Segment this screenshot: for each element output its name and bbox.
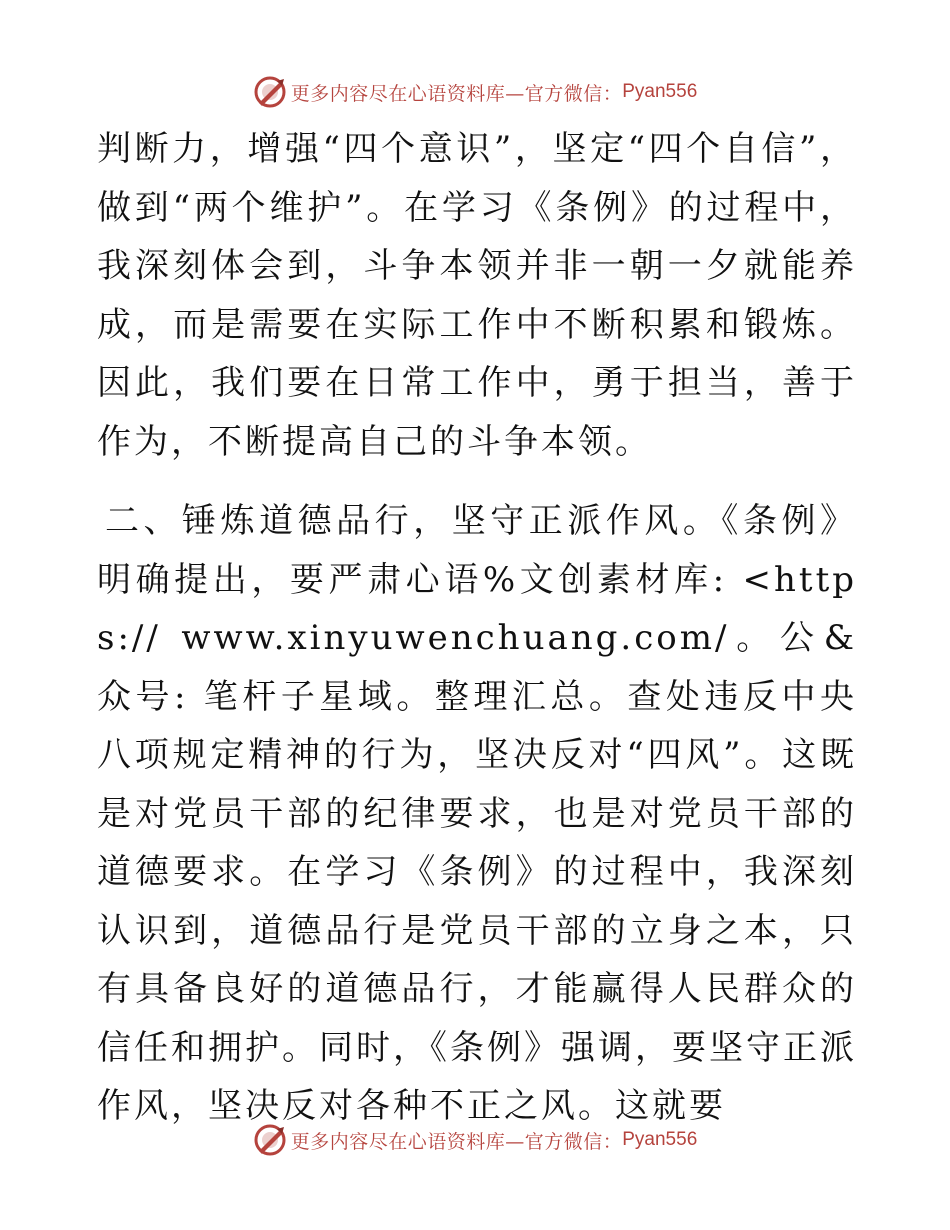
banner-text: 更多内容尽在心语资料库—官方微信： (290, 1130, 623, 1153)
paragraph-1: 判断力，增强“四个意识”，坚定“四个自信”，做到“两个维护”。在学习《条例》的过程中，我深刻体会到，斗争本领并非一朝一夕就能养成，而是需要在实际工作中不断积累和锻炼。因此，我们要在日常工作中，勇于担当，善于作为，不断提高自己的斗争本领。 (97, 129, 857, 462)
banner-text: 更多内容尽在心语资料库—官方微信： (290, 82, 623, 105)
footer-watermark-banner (0, 1120, 950, 1160)
banner-wechat-id: Pyan556 (622, 81, 698, 102)
brand-logo-icon (253, 75, 287, 109)
document-body (97, 120, 857, 1136)
brand-logo-icon (253, 1123, 287, 1157)
header-watermark-banner (0, 72, 950, 112)
paragraph-2: 二、锤炼道德品行，坚守正派作风。《条例》明确提出，要严肃心语%文创素材库: <https:// www.xinyuwenchuang.com/。公&众号: 笔杆子星域。整理汇总。查处违反中央八项规定精神的行为，坚决反对“四风”。这既是对党员干部的纪律要求，也是对党员干部的道德要求。在学习《条例》的过程中，我深刻认识到，道德品行是党员干部的立身之本，只有具备良好的道德品行，才能赢得人民群众的信任和拥护。同时，《条例》强调，要坚守正派作风，坚决反对各种不正之风。这就要 (97, 501, 857, 1126)
banner-wechat-id: Pyan556 (622, 1129, 698, 1150)
